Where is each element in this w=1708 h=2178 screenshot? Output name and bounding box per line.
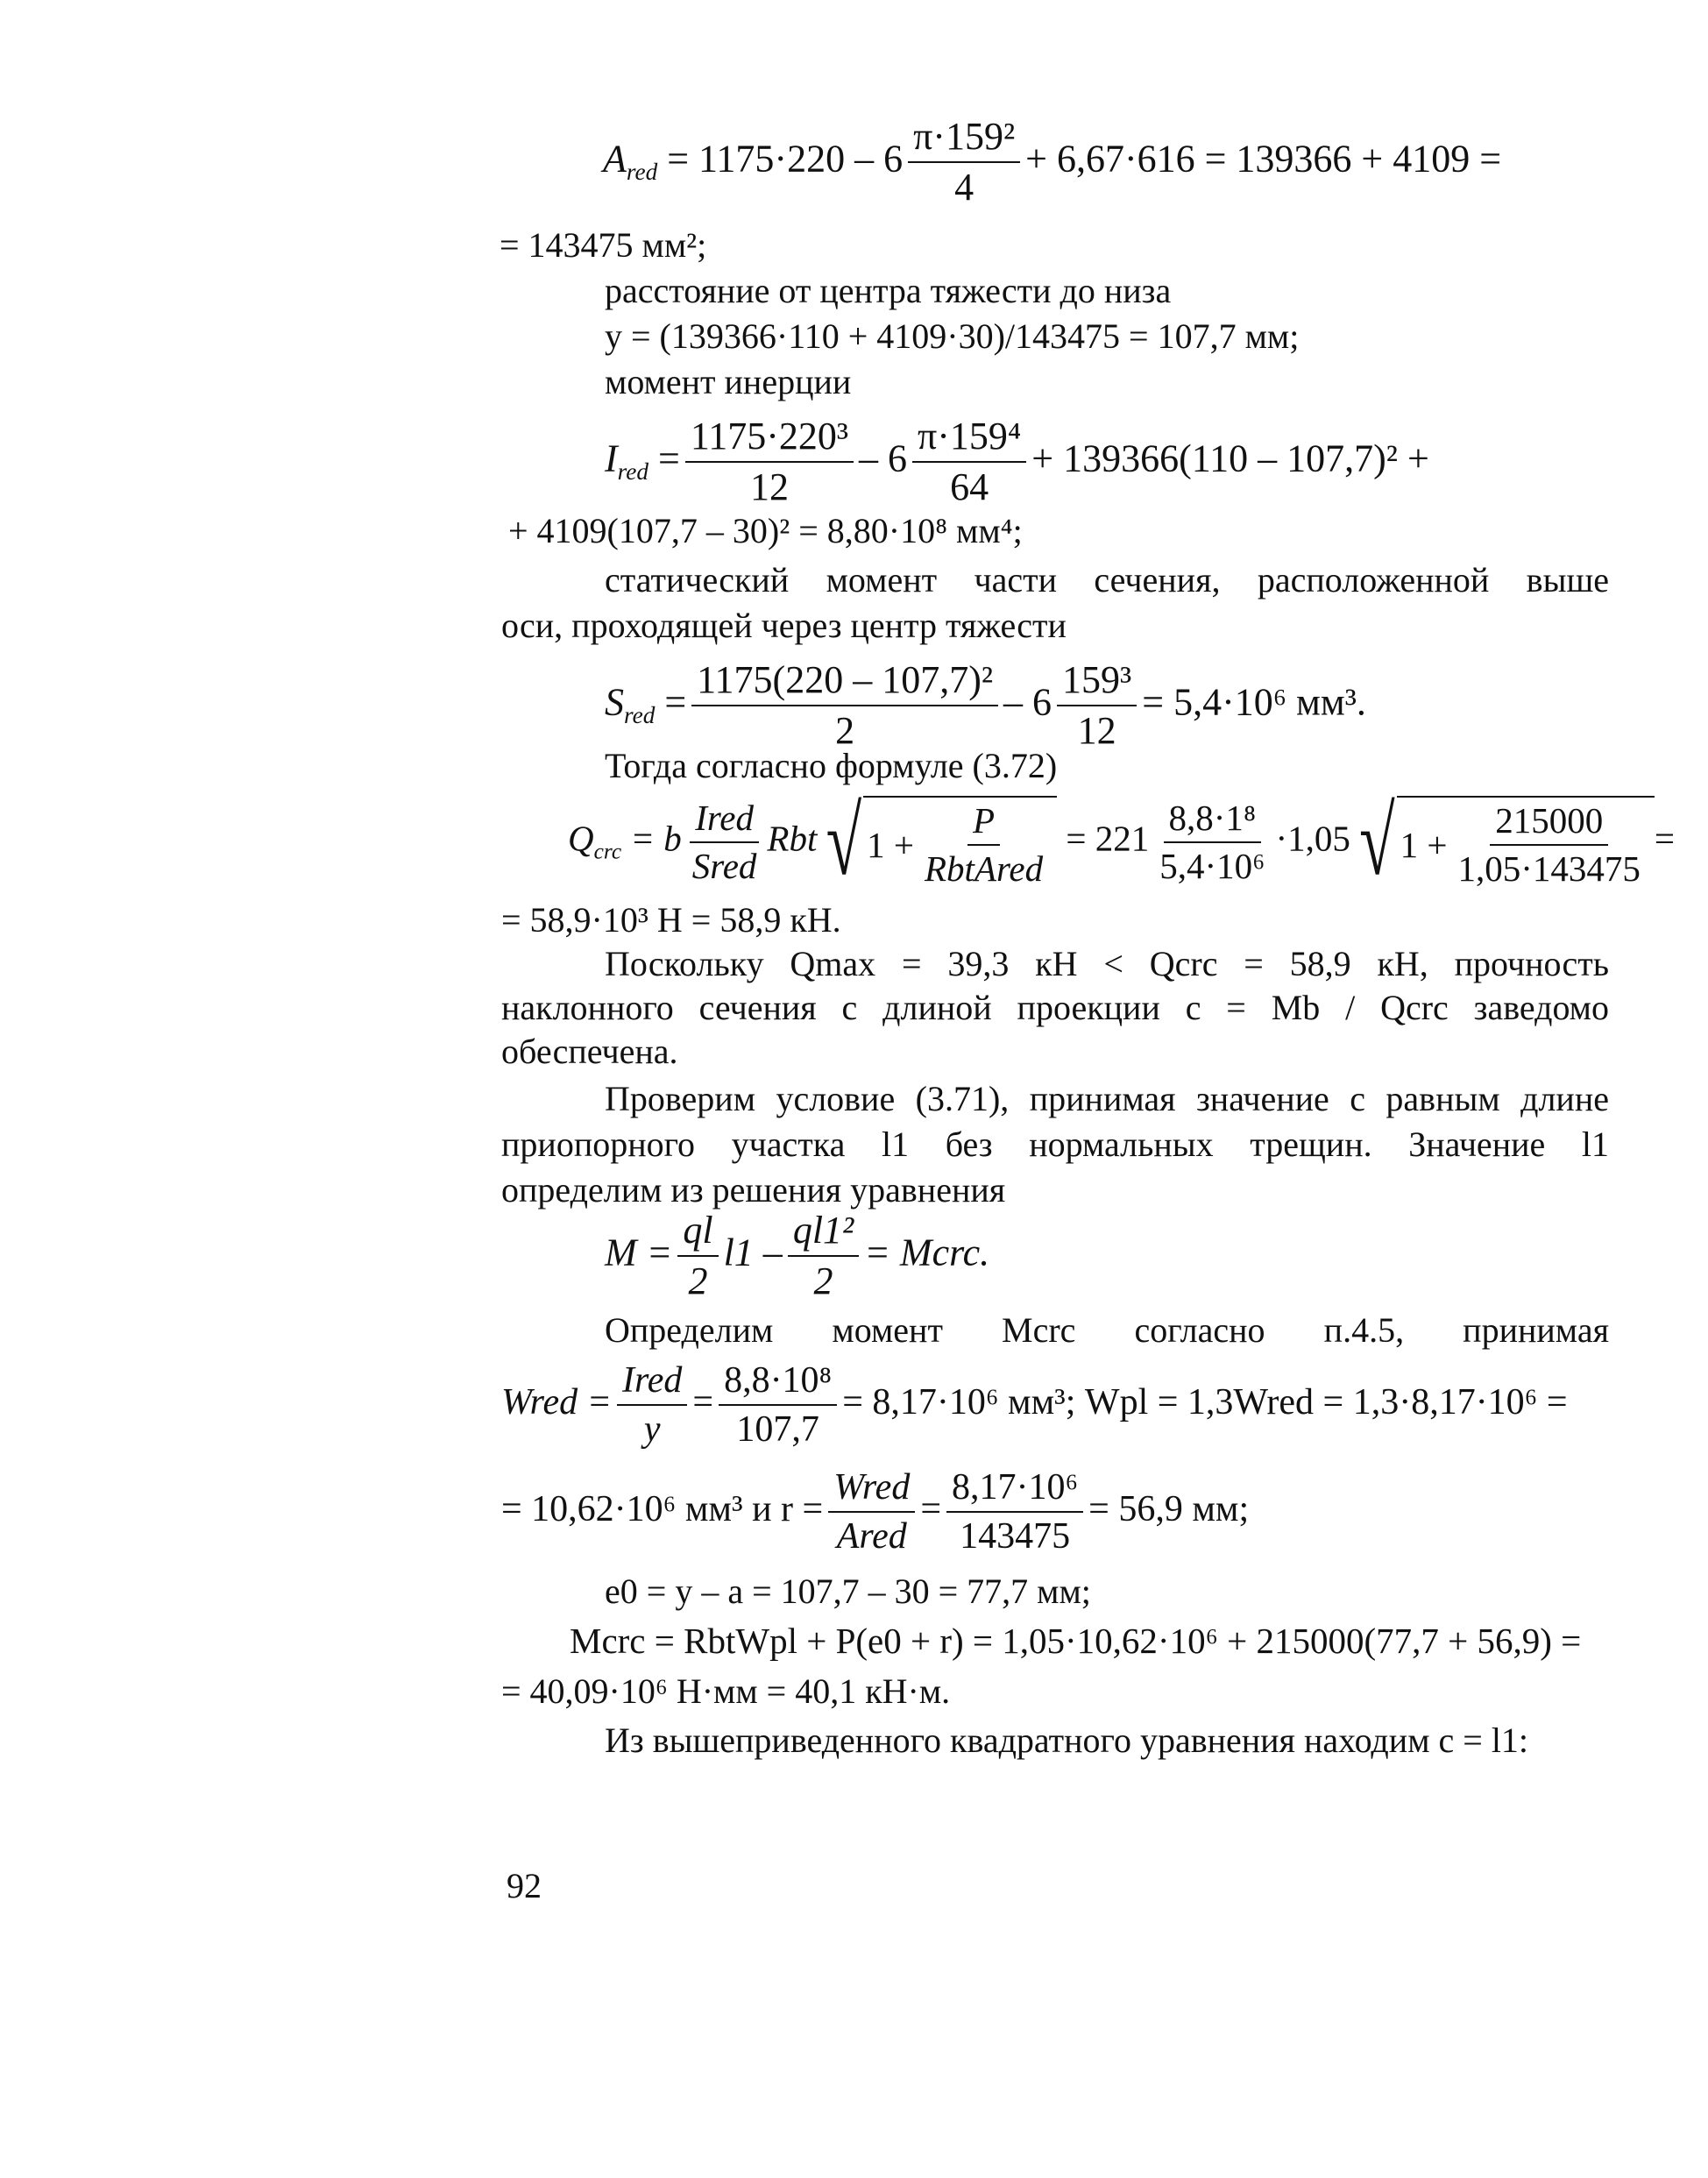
- i-red-continued: + 4109(107,7 – 30)² = 8,80·10⁸ мм⁴;: [508, 511, 1023, 550]
- since-line-3: обеспечена.: [501, 1032, 678, 1071]
- a-red-frac-den: 4: [954, 166, 974, 209]
- r-f1-num: Wred: [828, 1467, 915, 1513]
- then-formula-line: Тогда согласно формуле (3.72): [605, 746, 1058, 785]
- static-moment-line-1: статический момент части сечения, расположенной выше: [605, 560, 1609, 599]
- distance-label: расстояние от центра тяжести до низа: [605, 271, 1172, 310]
- define-mcrc-line: Определим момент Mcrc согласно п.4.5, принимая: [605, 1310, 1609, 1350]
- w-red-fraction-2: [719, 1360, 837, 1450]
- a-red-lhs: A: [603, 137, 627, 181]
- m-l1: l1 –: [723, 1231, 783, 1274]
- q-crc-sqrt-2: [1359, 787, 1655, 896]
- since-line-2: наклонного сечения с длиной проекции c = Mb / Qcrc заведомо: [501, 988, 1609, 1027]
- r-eq: =: [920, 1488, 942, 1529]
- i-red-frac2-num: π·159⁴: [912, 415, 1026, 463]
- static-moment-line-2: оси, проходящей через центр тяжести: [501, 606, 1067, 645]
- w-red-f2-num: 8,8·10⁸: [719, 1360, 837, 1406]
- formula-a-red: [603, 116, 1501, 209]
- q-crc-fraction-4: [1453, 801, 1646, 889]
- q-crc-fraction-2: [919, 801, 1048, 889]
- r-tail: = 56,9 мм;: [1088, 1488, 1250, 1529]
- w-red-f1-num: Ired: [617, 1360, 687, 1406]
- final-line: Из вышеприведенного квадратного уравнения находим c = l1:: [605, 1720, 1529, 1760]
- q-crc-one-plus-1: 1 +: [867, 825, 914, 866]
- w-red-eq: =: [692, 1381, 714, 1422]
- formula-q-crc: [568, 787, 1676, 896]
- r-f2-num: 8,17·10⁶: [946, 1467, 1083, 1513]
- q-crc-b: = b: [630, 818, 682, 859]
- formula-w-red: [501, 1360, 1568, 1450]
- r-fraction-2: [946, 1467, 1083, 1557]
- moment-label: момент инерции: [605, 362, 852, 401]
- m-lhs: M =: [605, 1231, 673, 1274]
- s-red-fraction-2: [1057, 659, 1137, 753]
- i-red-frac1-num: 1175·220³: [685, 415, 854, 463]
- r-f1-den: Ared: [836, 1516, 907, 1557]
- q-crc-f3-num: 8,8·1⁸: [1164, 798, 1262, 843]
- formula-r: [501, 1467, 1249, 1557]
- s-red-lhs-sub: red: [624, 702, 656, 729]
- i-red-fraction-2: [912, 415, 1026, 509]
- mcrc-result: = 40,09·10⁶ Н·мм = 40,1 кН·м.: [501, 1671, 951, 1711]
- y-equation: y = (139366·110 + 4109·30)/143475 = 107,7 мм;: [605, 316, 1300, 356]
- i-red-tail: + 139366(110 – 107,7)² +: [1031, 436, 1429, 480]
- sqrt-sign-icon: √: [826, 787, 862, 896]
- m-f2-num: ql1²: [788, 1210, 859, 1257]
- formula-m: [605, 1210, 989, 1303]
- i-red-frac1-den: 12: [749, 465, 789, 509]
- a-red-tail: = 143475 мм²;: [500, 225, 707, 265]
- w-red-fraction-1: [617, 1360, 687, 1450]
- q-crc-fraction-1: [687, 798, 762, 886]
- w-red-f2-den: 107,7: [736, 1409, 819, 1451]
- w-red-tail: = 8,17·10⁶ мм³; Wpl = 1,3Wred = 1,3·8,17·10⁶ =: [842, 1381, 1568, 1422]
- mcrc-equation: Mcrc = RbtWpl + P(e0 + r) = 1,05·10,62·10⁶ + 215000(77,7 + 56,9) =: [570, 1621, 1582, 1661]
- q-crc-one-plus-2: 1 +: [1400, 825, 1448, 866]
- check-line-3: определим из решения уравнения: [501, 1170, 1006, 1210]
- m-f2-den: 2: [813, 1259, 833, 1303]
- q-crc-f4-den: 1,05·143475: [1457, 848, 1641, 890]
- a-red-part1: = 1175·220 – 6: [667, 137, 904, 181]
- s-red-frac2-num: 159³: [1057, 659, 1137, 706]
- q-crc-f3-den: 5,4·10⁶: [1159, 846, 1265, 887]
- sqrt-sign-icon: √: [1359, 787, 1395, 896]
- q-crc-rbt: Rbt: [767, 818, 818, 859]
- formula-s-red: $S_{red}$ = $\frac{\text{1175(220 – 107,7)²}}{2}$ – 6 $\frac{\text{159³}}{12}$ = 5,4·10⁶ мм³.: [605, 658, 1366, 753]
- q-crc-f2-den: RbtAred: [925, 848, 1044, 890]
- r-head: = 10,62·10⁶ мм³ и r =: [501, 1488, 824, 1529]
- formula-i-red: $I_{red}$ = $\frac{\text{1175·220³}}{12}$ – 6 $\frac{\text{π·159⁴}}{64}$ + 139366(110 – 107,7)² +: [605, 415, 1429, 509]
- q-crc-f4-num: 215000: [1490, 801, 1608, 846]
- q-crc-f1-num: Ired: [690, 798, 759, 843]
- check-line-2: приопорного участка l1 без нормальных трещин. Значение l1: [501, 1124, 1609, 1164]
- q-crc-tail: =: [1654, 818, 1676, 859]
- a-red-part2: + 6,67·616 = 139366 + 4109 =: [1025, 137, 1502, 181]
- s-red-frac2-den: 12: [1077, 709, 1116, 753]
- w-red-f1-den: y: [643, 1409, 661, 1451]
- q-crc-f2-num: P: [967, 801, 1000, 846]
- s-red-fraction-1: [691, 659, 998, 753]
- q-crc-mult: ·1,05: [1275, 818, 1350, 859]
- page-number: 92: [507, 1866, 542, 1905]
- s-red-frac1-den: 2: [835, 709, 855, 753]
- q-crc-f1-den: Sred: [691, 846, 757, 887]
- s-red-frac1-num: 1175(220 – 107,7)²: [691, 659, 998, 706]
- i-red-lhs: I: [605, 436, 618, 480]
- i-red-fraction-1: [685, 415, 854, 509]
- q-crc-eq221: = 221: [1066, 818, 1150, 859]
- check-line-1: Проверим условие (3.71), принимая значение c равным длине: [605, 1079, 1609, 1118]
- m-tail: = Mcrc.: [864, 1231, 990, 1274]
- a-red-fraction: [908, 116, 1020, 209]
- q-crc-result: = 58,9·10³ Н = 58,9 кН.: [501, 900, 841, 940]
- a-red-frac-num: π·159²: [908, 116, 1020, 163]
- since-line-1: Поскольку Qmax = 39,3 кН < Qcrc = 58,9 кН, прочность: [605, 944, 1609, 983]
- r-fraction-1: [828, 1467, 915, 1557]
- m-f1-den: 2: [688, 1259, 708, 1303]
- s-red-lhs: S: [605, 680, 624, 724]
- r-f2-den: 143475: [960, 1516, 1071, 1557]
- a-red-lhs-sub: red: [626, 159, 658, 186]
- q-crc-fraction-3: [1154, 798, 1270, 886]
- m-f1-num: ql: [677, 1210, 718, 1257]
- i-red-mid: – 6: [859, 436, 908, 480]
- w-red-lhs: Wred =: [501, 1381, 612, 1422]
- q-crc-lhs-sub: crc: [593, 839, 622, 864]
- m-fraction-1: [677, 1210, 718, 1303]
- e0-equation: e0 = y – a = 107,7 – 30 = 77,7 мм;: [605, 1571, 1091, 1611]
- s-red-mid: – 6: [1003, 680, 1052, 724]
- i-red-frac2-den: 64: [950, 465, 989, 509]
- m-fraction-2: [788, 1210, 859, 1303]
- q-crc-lhs: Q: [568, 818, 594, 859]
- i-red-lhs-sub: red: [617, 458, 648, 486]
- q-crc-sqrt-1: [826, 787, 1058, 896]
- s-red-tail: = 5,4·10⁶ мм³.: [1142, 680, 1366, 724]
